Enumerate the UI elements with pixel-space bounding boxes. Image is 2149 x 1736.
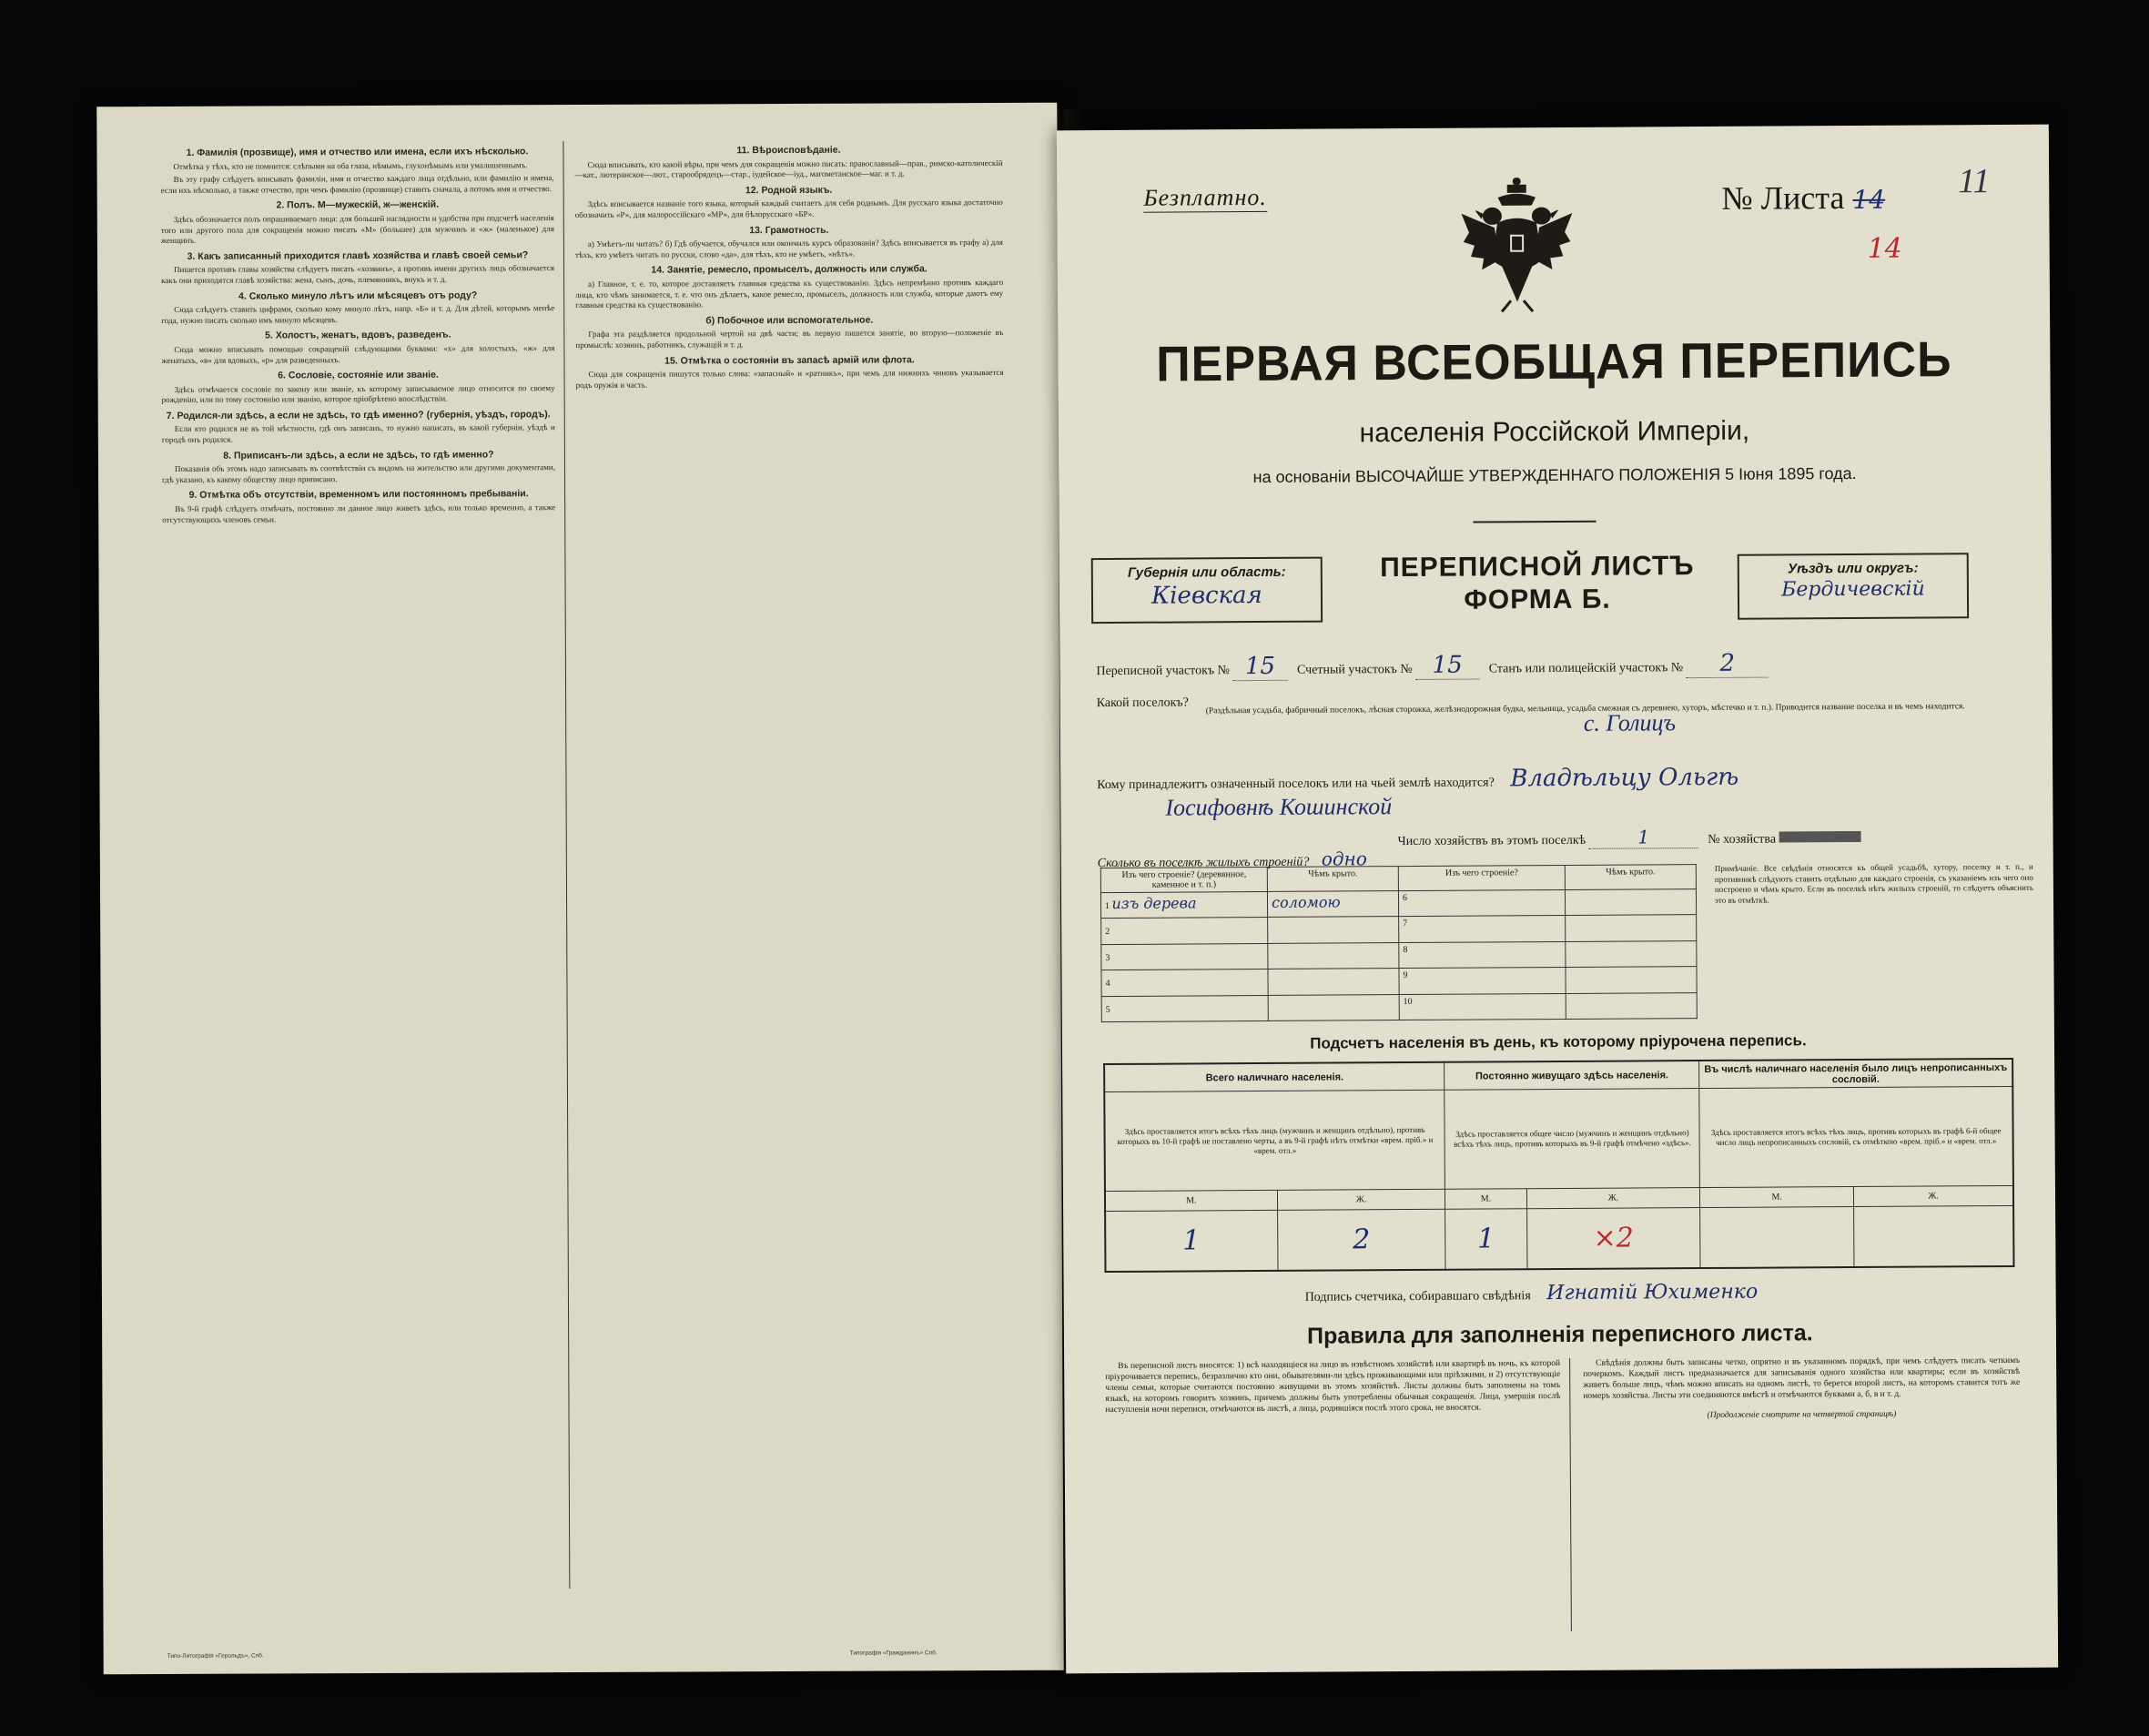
buildings-table: [1100, 864, 1698, 1022]
instruction-paragraph: а) Главное, т. е. то, которое доставляетъ главныя средства къ существованію. Здѣсь непремѣнно противъ каждаго лица, кто чѣмъ занимается, т. е. что онъ дѣлаетъ, какое ремесло, промыселъ, должность или служба, которые даютъ ему главныя средства къ существованію.: [575, 277, 1004, 310]
count-present-male: 1: [1105, 1210, 1277, 1272]
instruction-paragraph: Пишется противъ главы хозяйства слѣдуетъ писать «хозяинъ», а противъ имени другихъ лицъ обозначается какъ они приходятся главѣ хозяйства: жена, сынъ, дочь, племянникъ, внукъ и т. д.: [161, 263, 555, 285]
households-value: 1: [1589, 826, 1698, 849]
bld-roof-cell: [1268, 969, 1399, 995]
mz-cell: Ж.: [1526, 1188, 1700, 1208]
bld-roof-cell-2: [1566, 940, 1697, 967]
mz-cell: М.: [1700, 1187, 1854, 1207]
bld-material-cell-2: [1399, 916, 1566, 943]
household-number-redacted: [1779, 831, 1860, 843]
bld-roof-cell-2: [1566, 915, 1697, 941]
settlement-hint: (Раздѣльная усадьба, фабричный поселокъ, лѣсная сторожка, желѣзнодорожная будка, мельница, усадьба смежная съ деревнею, хуторъ, мѣстечко и т. п.). Приводится название поселка и въ чемъ находится.: [1205, 702, 1965, 716]
row-number: 4: [1105, 979, 1110, 990]
form-title-line-2: ФОРМА Б.: [1464, 584, 1611, 615]
enumeration-line: [1096, 650, 1768, 683]
count-district-label: Счетный участокъ №: [1296, 662, 1413, 677]
instruction-heading: 8. Приписанъ-ли здѣсь, а если не здѣсь, то гдѣ именно?: [223, 449, 494, 462]
bld-material-cell: [1101, 995, 1268, 1022]
row-number: 2: [1105, 927, 1110, 938]
bld-roof-cell-2: [1566, 992, 1697, 1019]
mz-cell: М.: [1105, 1191, 1277, 1211]
bld-roof-cell: [1268, 994, 1399, 1020]
rules-text-b: Свѣдѣнія должны быть записаны четко, опрятно и въ указанномъ порядкѣ, при чемъ слѣдуетъ писать четкимъ почеркомъ. Каждый листъ предназначается для записыванія одного хозяйства или квартиры; если въ хозяйствѣ живетъ больше лицъ, чѣмъ можно вписать на одномъ листѣ, то берется второй листъ, на которомъ ставится тотъ же номеръ хозяйства. Листы эти соединяются вмѣстѣ и отмѣчаются буквами а, б, в и т. д.: [1583, 1355, 2021, 1401]
bld-roof-cell-2: [1566, 967, 1697, 993]
bld-roof-cell: соломою: [1268, 891, 1399, 918]
signature-value: Игнатій Юхименко: [1546, 1280, 1759, 1305]
stan-value: 2: [1687, 650, 1769, 679]
row-number: 3: [1105, 952, 1110, 963]
instruction-heading: 9. Отмѣтка объ отсутствіи, временномъ или постоянномъ пребываніи.: [188, 488, 529, 502]
instruction-heading: 12. Родной языкъ.: [745, 184, 833, 196]
bld-header-material: Изъ чего строеніе? (деревянное, каменное и т. п.): [1100, 867, 1267, 892]
population-count-table: [1103, 1058, 2014, 1273]
household-number-label: № хозяйства: [1708, 832, 1777, 847]
row-number: 10: [1403, 996, 1413, 1007]
sheet-number-red: 14: [1867, 232, 1902, 265]
instruction-paragraph: Въ эту графу слѣдуетъ вписывать фамиліи, имя и отчество каждаго лица отдѣльно, или фамилію и имена, если ихъ нѣсколько, а также отчество, при чемъ фамилію (прозвище) ставить сначала, а потомъ имя и отчество.: [160, 173, 554, 195]
instruction-heading: 2. Полъ. М—мужескій, ж—женскій.: [276, 199, 439, 211]
count-header-present: Всего наличнаго населенія.: [1104, 1062, 1444, 1092]
signature-label: Подпись счетчика, собиравшаго свѣдѣнія: [1304, 1289, 1531, 1305]
instruction-paragraph: Сюда вписывать, кто какой вѣры, при чемъ для сокращенія можно писать: православный—прав., римско-католическій—кат., лютеранское—лют., старообрядецъ—стар., іудейское—іуд., магометанское—маг. и т. д.: [574, 157, 1003, 180]
buildings-label: Сколько въ поселкѣ жилыхъ строеній?: [1097, 855, 1310, 871]
rules-text-a: Въ переписной листъ вносятся: 1) всѣ находящіеся на лицо въ извѣстномъ хозяйствѣ или квартирѣ въ ночь, къ которой пріурочивается перепись, безразлично кто они, обывателями-ли здѣсь проживающими или пріѣзжими, и 2) отсутствующіе члены семьи, которые считаются постоянно живущими въ этомъ хозяйствѣ. Листы должны быть заполнены на томъ языкѣ, на которомъ говоритъ хозяинъ, причемъ должны быть употреблены обычныя сокращенія. Лица, умершія послѣ наступленія ночи переписи, отмѣчаются въ листѣ, а лица, родившіяся послѣ этого срока, не вносятся.: [1105, 1358, 1561, 1416]
instruction-heading: 14. Занятіе, ремесло, промыселъ, должность или служба.: [651, 263, 928, 276]
left-page-instructions: [96, 103, 1064, 1675]
sheet-number-label: № Листа: [1721, 179, 1845, 217]
count-desc-permanent: Здѣсь проставляется общее число (мужчинъ и женщинъ отдѣльно) всѣхъ тѣхъ лицъ, противъ которыхъ въ 9-й графѣ отмѣчено «здѣсь».: [1444, 1089, 1700, 1190]
rules-column-a: [1105, 1358, 1560, 1416]
enum-district-label: Переписной участокъ №: [1096, 664, 1231, 679]
instruction-heading: 13. Грамотность.: [749, 224, 829, 236]
owner-value-2: Іосифовнѣ Кошинской: [1165, 793, 1393, 821]
form-title-line-1: ПЕРЕПИСНОЙ ЛИСТЪ: [1380, 551, 1695, 584]
instruction-paragraph: Сюда можно вписывать помощью сокращеній слѣдующими буквами: «х» для холостыхъ, «ж» для женатыхъ, «в» для вдовыхъ, «р» для разведенныхъ.: [161, 343, 555, 365]
bld-material-cell-2: [1399, 968, 1566, 995]
instruction-paragraph: Отмѣтка у тѣхъ, кто не помнится: слѣпыми на оба глаза, нѣмымъ, глухонѣмымъ или умалишеннымъ.: [173, 159, 528, 171]
rules-continuation: (Продолженіе смотрите на четвертой страницѣ): [1707, 1409, 1897, 1421]
instructions-column-b: [574, 139, 1003, 393]
owner-value-1: Владѣльцу Ольгѣ: [1510, 763, 1739, 793]
bld-header-roof: Чѣмъ крыто.: [1267, 867, 1398, 892]
column-divider: [563, 141, 570, 1589]
bld-roof-cell: [1268, 942, 1399, 969]
owner-label: Кому принадлежитъ означенный поселокъ или на чьей землѣ находится?: [1097, 776, 1495, 793]
uezd-value: Бердичевскій: [1781, 577, 1925, 602]
right-page-census-form: [1057, 125, 2058, 1674]
row-number: 1: [1105, 901, 1110, 912]
bld-material-cell: [1101, 918, 1268, 945]
uezd-label: Уѣздъ или округъ:: [1787, 560, 1919, 577]
stan-label: Станъ или полицейскій участокъ №: [1488, 661, 1684, 676]
buildings-table-body: [1100, 889, 1697, 1022]
instruction-paragraph: Графа эта раздѣляется продольной чертой на двѣ части; въ первую пишется занятіе, во вторую—положеніе въ промыслѣ: хозяинъ, работникъ, служащій и т. д.: [575, 328, 1004, 350]
bld-header-material-2: Изъ чего строеніе?: [1398, 865, 1565, 890]
gubernia-value: Кіевская: [1151, 581, 1262, 610]
settlement-label: Какой поселокъ?: [1096, 695, 1189, 711]
printer-footer-right: Типографія «Гражданинъ» Спб.: [849, 1650, 938, 1657]
gubernia-label: Губернія или область:: [1127, 563, 1286, 581]
instruction-paragraph: Въ 9-й графѣ слѣдуетъ отмѣчать, постоянно ли данное лицо живетъ здѣсь, или только временно, а также отсутствующихъ членовъ семьи.: [162, 503, 556, 524]
population-count-title: Подсчетъ населенія въ день, къ которому пріурочена перепись.: [1310, 1031, 1807, 1052]
instruction-heading: 7. Родился-ли здѣсь, а если не здѣсь, то гдѣ именно? (губернія, уѣздъ, городъ).: [166, 409, 551, 421]
table-row: [1101, 992, 1697, 1021]
row-number: 5: [1105, 1004, 1110, 1015]
buildings-note: Примѣчаніе. Все свѣдѣнія относятся къ общей усадьбѣ, хутору, поселку и т. п., и противникѣ слѣдуютъ ставить отдѣльно для каждаго строенія, съ указаніемъ изъ чего оно построено и чѣмъ крыто. Если въ поселкѣ нѣтъ жилыхъ строеній, то слѣдуетъ объяснить это въ отмѣткѣ.: [1714, 861, 2033, 905]
uezd-box: [1738, 553, 1969, 620]
count-permanent-female: ×2: [1526, 1207, 1700, 1269]
bld-material-cell-2: [1398, 889, 1565, 917]
bld-material-value: изъ дерева: [1111, 894, 1197, 912]
instruction-heading: 3. Какъ записанный приходится главѣ хозяйства и главѣ своей семьи?: [187, 249, 529, 262]
buildings-value: одно: [1321, 848, 1367, 870]
bld-material-cell: [1101, 943, 1268, 970]
count-desc-unregistered: Здѣсь проставляется итогъ всѣхъ тѣхъ лицъ, противъ которыхъ въ графѣ 6-й общее число лицъ непрописанныхъ сословій, съ отмѣткою «врем. пріб.» и «врем. отл.»: [1699, 1087, 2013, 1188]
form-title: [1333, 550, 1742, 618]
bld-header-roof-2: Чѣмъ крыто.: [1565, 865, 1696, 890]
sheet-number: [1721, 178, 1885, 218]
table-row: [1100, 889, 1696, 919]
instructions-column-a: [160, 141, 555, 528]
settlement-label-line: [1097, 695, 1189, 711]
instruction-paragraph: Показанія объ этомъ надо записывать въ соотвѣтствіи съ видомъ на жительство или другими документами, гдѣ указано, къ какому обществу лицо приписано.: [162, 462, 556, 484]
corner-page-number: 11: [1958, 162, 1991, 201]
printer-footer-left: Типо-Литографія «Герольдъ», Спб.: [167, 1652, 264, 1660]
title-divider: [1473, 521, 1596, 523]
instruction-paragraph: Здѣсь отмѣчается сословіе по закону или званіе, къ которому записываемое лицо относится по своему рожденію, или по тому состоянію или званію, которое пріобрѣтено впослѣдствіи.: [161, 382, 555, 405]
owner-line: [1097, 764, 1738, 795]
count-district-value: 15: [1415, 652, 1479, 680]
count-unregistered-female: [1854, 1205, 2014, 1267]
table-row: [1101, 940, 1697, 970]
instruction-heading: 6. Сословіе, состояніе или званіе.: [278, 369, 439, 381]
bld-material-cell-2: [1399, 993, 1566, 1020]
bld-material-cell: [1101, 970, 1268, 997]
rules-column-b: [1583, 1355, 2020, 1430]
settlement-value: с. Голицъ: [1583, 709, 1677, 736]
instruction-heading: 15. Отмѣтка о состояніи въ запасѣ армій или флота.: [664, 353, 915, 367]
instruction-paragraph: Здѣсь вписывается названіе того языка, который каждый считаетъ для себя роднымъ. Для русскаго языка достаточно обозначить «Р», для малороссійскаго «МР», для бѣлорусскаго «БР».: [574, 198, 1003, 219]
row-number: 8: [1403, 944, 1408, 955]
instruction-heading: 11. Вѣроисповѣданіе.: [736, 144, 841, 157]
households-line: [1398, 825, 1861, 850]
census-subtitle: населенія Россійской Имперіи,: [1359, 415, 1750, 449]
table-row: [1101, 967, 1697, 996]
count-header-permanent: Постоянно живущаго здѣсь населенія.: [1444, 1061, 1699, 1091]
instruction-paragraph: Здѣсь обозначается полъ опрашиваемаго лица: для большей наглядности и удобства при подсчетѣ населенія того или другого пола для сокращенія можно писать «М» (большее) для мужчинъ и «ж» (маленькое) для женщинъ.: [160, 213, 554, 246]
bld-material-cell: [1100, 891, 1267, 919]
row-number: 9: [1403, 970, 1408, 981]
rules-title: Правила для заполненія переписного листа.: [1307, 1320, 1813, 1349]
census-title: ПЕРВАЯ ВСЕОБЩАЯ ПЕРЕПИСЬ: [1156, 331, 1952, 393]
mz-cell: М.: [1445, 1189, 1526, 1209]
count-permanent-male: 1: [1445, 1208, 1527, 1269]
enum-district-value: 15: [1232, 653, 1287, 681]
instruction-paragraph: Сюда для сокращенія пишутся только слова: «запасный» и «ратникъ», при чемъ для нижнихъ чиновъ указывается родъ оружія и часть.: [575, 368, 1004, 390]
gubernia-box: [1091, 557, 1323, 624]
instruction-heading: 5. Холостъ, женатъ, вдовъ, разведенъ.: [265, 329, 451, 341]
table-row: [1101, 915, 1697, 944]
instruction-paragraph: Если кто родился не въ той мѣстности, гдѣ онъ записанъ, то нужно написать, въ какой губерніи, уѣздѣ и городѣ онъ родился.: [161, 422, 555, 445]
households-label: Число хозяйствъ въ этомъ поселкѣ: [1397, 833, 1586, 849]
bld-roof-cell: [1268, 917, 1399, 943]
sheet-number-crossed: 14: [1852, 184, 1886, 216]
row-number: 7: [1403, 919, 1408, 929]
instruction-heading: 1. Фамилія (прозвище), имя и отчество или имена, если ихъ нѣсколько.: [186, 146, 529, 158]
instruction-paragraph: а) Умѣетъ-ли читать? б) Гдѣ обучается, обучался или окончилъ курсъ образованія? Здѣсь вписывается въ графу а) для тѣхъ, кто умѣетъ читать по русски, слово «да», для тѣхъ, кто не умѣетъ, «нѣтъ».: [574, 238, 1003, 259]
mz-cell: Ж.: [1854, 1186, 2014, 1206]
free-label: Безплатно.: [1143, 183, 1267, 211]
instruction-heading: 4. Сколько минуло лѣтъ или мѣсяцевъ отъ роду?: [238, 289, 478, 302]
count-present-female: 2: [1277, 1209, 1445, 1271]
instruction-heading: б) Побочное или вспомогательное.: [705, 314, 874, 327]
bld-material-cell-2: [1399, 941, 1566, 969]
count-header-unregistered: Въ числѣ наличнаго населенія было лицъ непрописанныхъ сословій.: [1699, 1059, 2012, 1089]
signature-line: [1305, 1281, 1759, 1306]
rules-divider: [1569, 1358, 1572, 1631]
count-desc-present: Здѣсь проставляется итогъ всѣхъ тѣхъ лицъ (мужчинъ и женщинъ отдѣльно), противъ которыхъ въ 10-й графѣ не поставлено черты, а въ 9-й графѣ нѣтъ отмѣтки «врем. пріб.» и «врем. отл.»: [1104, 1091, 1445, 1192]
bld-roof-cell-2: [1566, 889, 1697, 916]
instruction-paragraph: Сюда слѣдуетъ ставить цифрами, сколько кому минуло лѣтъ, напр. «Б» и т. д. Для дѣтей, которымъ менѣе года, нужно писать сколько имъ минуло мѣсяцевъ.: [161, 303, 555, 325]
mz-cell: Ж.: [1277, 1190, 1445, 1210]
legal-basis-line: на основаніи ВЫСОЧАЙШЕ УТВЕРЖДЕННАГО ПОЛОЖЕНІЯ 5 Іюня 1895 года.: [1252, 463, 1857, 487]
row-number: 6: [1402, 893, 1408, 904]
double-headed-eagle-emblem-icon: [1457, 178, 1576, 315]
count-unregistered-male: [1700, 1206, 1854, 1268]
